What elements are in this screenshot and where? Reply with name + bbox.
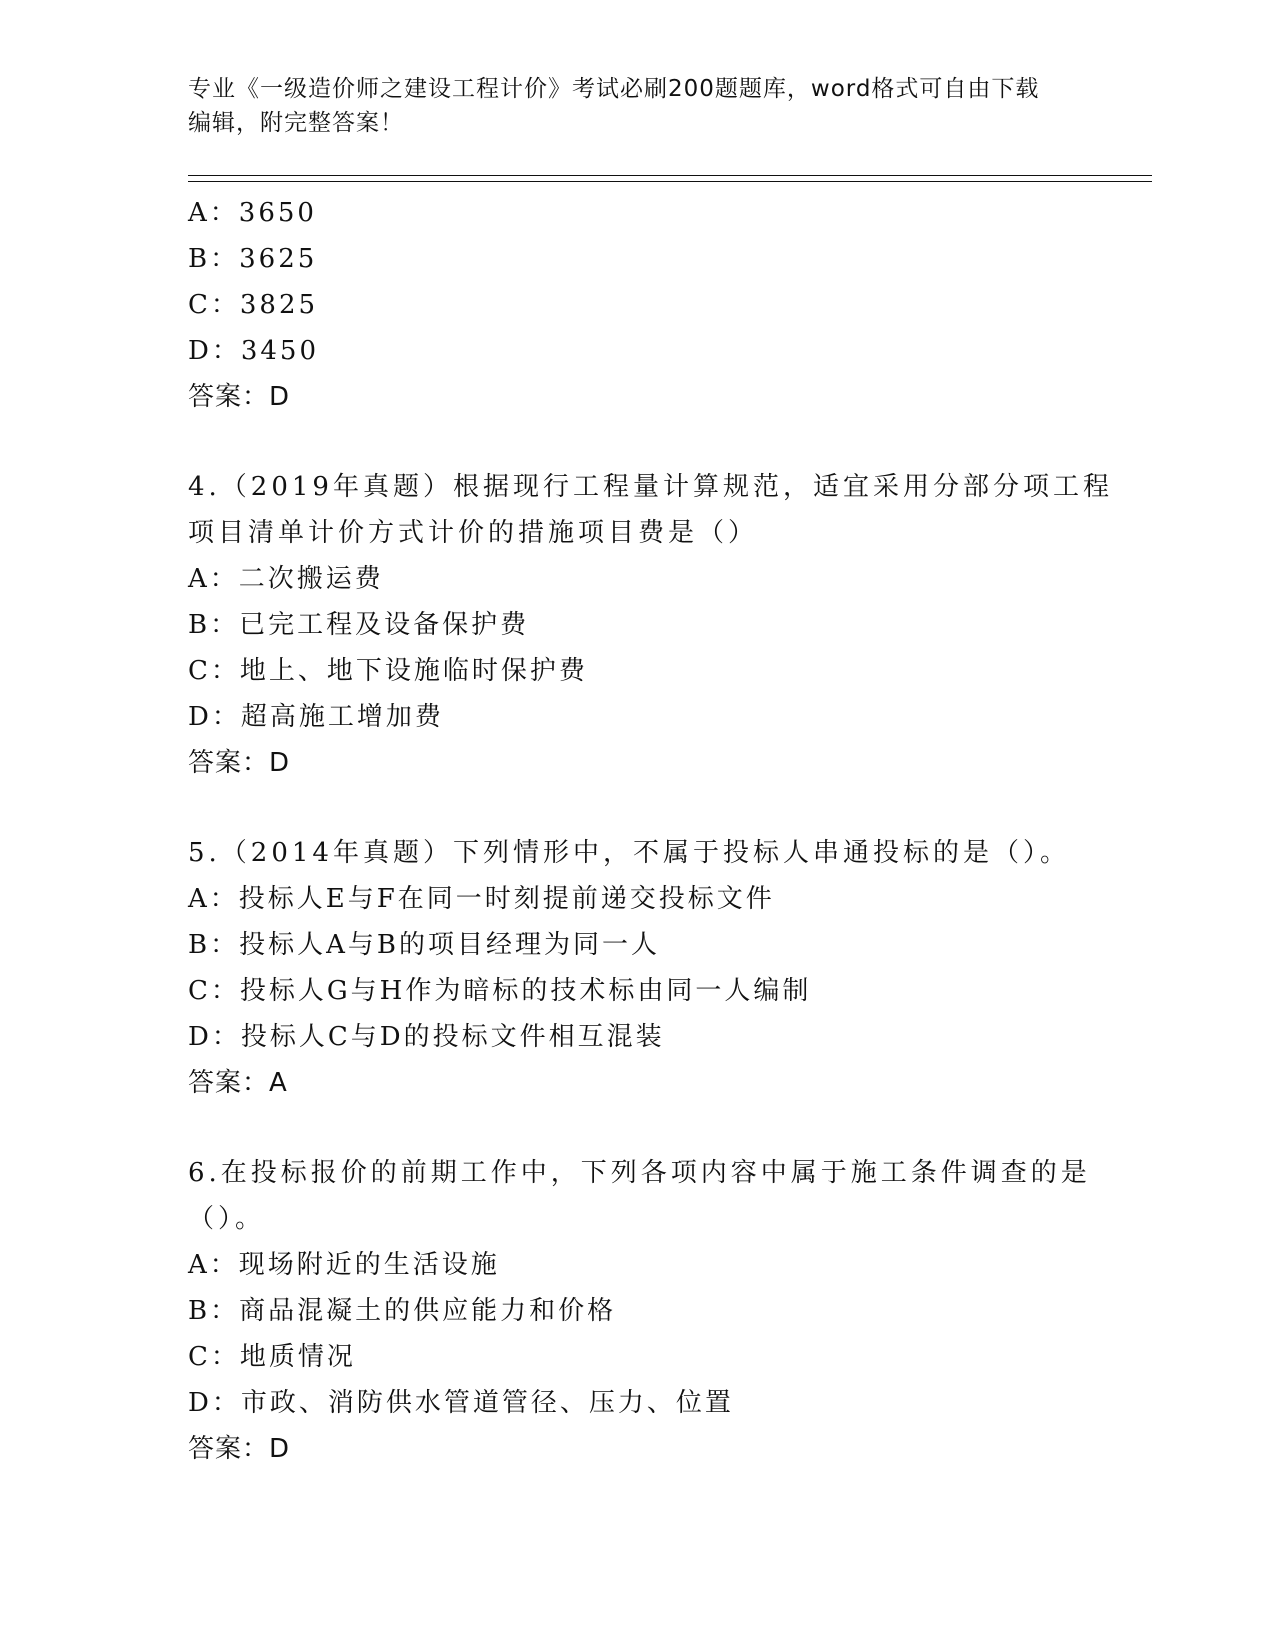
option-c: C：地质情况 bbox=[188, 1342, 356, 1372]
stem-line: 5.（2014年真题）下列情形中，不属于投标人串通投标的是（）。 bbox=[188, 838, 1070, 868]
header-line-2: 编辑，附完整答案！ bbox=[188, 110, 404, 136]
option-a: A：二次搬运费 bbox=[188, 564, 384, 594]
option-d: D：市政、消防供水管道管径、压力、位置 bbox=[188, 1388, 734, 1418]
option-b: B：投标人A与B的项目经理为同一人 bbox=[188, 930, 660, 960]
option-a: A：投标人E与F在同一时刻提前递交投标文件 bbox=[188, 884, 775, 914]
option-b: B：商品混凝土的供应能力和价格 bbox=[188, 1296, 617, 1326]
stem-line: 4.（2019年真题）根据现行工程量计算规范，适宜采用分部分项工程 bbox=[188, 472, 1113, 502]
option-c: C：3825 bbox=[188, 290, 319, 320]
stem-line: 6.在投标报价的前期工作中，下列各项内容中属于施工条件调查的是 bbox=[188, 1158, 1091, 1188]
question-stem bbox=[188, 830, 1088, 876]
question-stem bbox=[188, 464, 1113, 556]
option-d: D：投标人C与D的投标文件相互混装 bbox=[188, 1022, 665, 1052]
question-5 bbox=[188, 830, 1088, 1106]
answer-line: 答案：D bbox=[188, 382, 291, 412]
header-divider-top bbox=[188, 175, 1152, 176]
question-4 bbox=[188, 464, 1113, 786]
option-c: C：投标人G与H作为暗标的技术标由同一人编制 bbox=[188, 976, 812, 1006]
header-divider-bottom bbox=[188, 181, 1152, 182]
answer-line: 答案：A bbox=[188, 1068, 288, 1098]
option-d: D：3450 bbox=[188, 336, 320, 366]
option-a: A：3650 bbox=[188, 198, 317, 228]
stem-line: 项目清单计价方式计价的措施项目费是（） bbox=[188, 518, 759, 548]
question-list bbox=[188, 190, 1113, 1472]
question-stem bbox=[188, 1150, 1091, 1242]
answer-line: 答案：D bbox=[188, 748, 291, 778]
answer-line: 答案：D bbox=[188, 1434, 291, 1464]
question-3-fragment bbox=[188, 190, 1088, 420]
option-a: A：现场附近的生活设施 bbox=[188, 1250, 500, 1280]
stem-line: （）。 bbox=[188, 1204, 266, 1234]
option-b: B：3625 bbox=[188, 244, 318, 274]
option-c: C：地上、地下设施临时保护费 bbox=[188, 656, 588, 686]
header-line-1: 专业《一级造价师之建设工程计价》考试必刷200题题库，word格式可自由下载 bbox=[188, 76, 1040, 102]
question-6 bbox=[188, 1150, 1091, 1472]
document-header bbox=[188, 72, 1068, 140]
option-b: B：已完工程及设备保护费 bbox=[188, 610, 530, 640]
option-d: D：超高施工增加费 bbox=[188, 702, 444, 732]
